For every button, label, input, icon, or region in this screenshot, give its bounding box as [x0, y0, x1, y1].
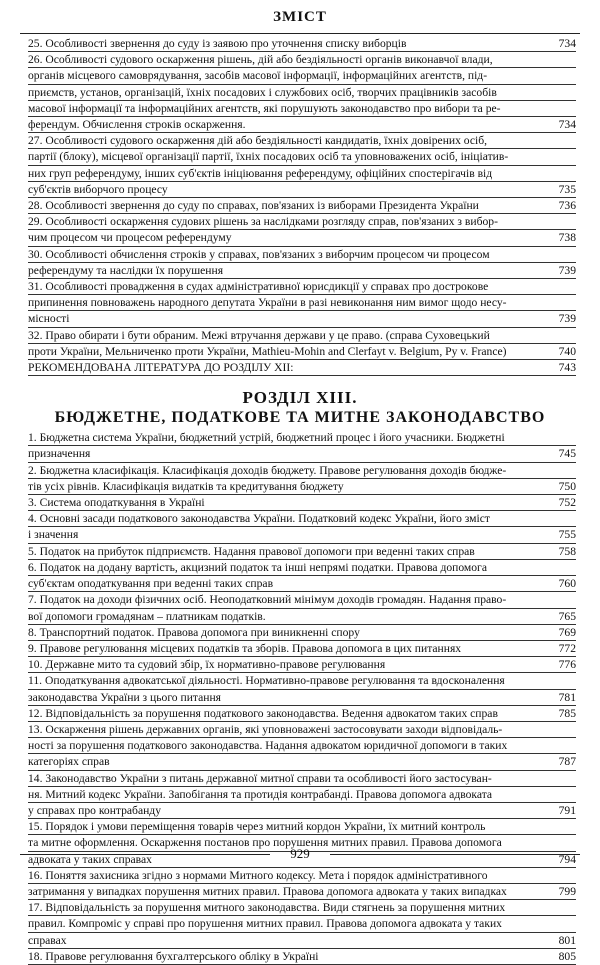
toc-entries-chapter-xii — [16, 36, 584, 376]
toc-entry-text: ферендум. Обчислення строків оскарження. — [28, 118, 246, 132]
toc-entry-text: 32. Право обирати і бути обраним. Межі втручання держави у це право. (справа Суховецький — [28, 328, 576, 344]
toc-entry[interactable] — [28, 430, 576, 462]
toc-entry-line — [28, 576, 576, 592]
toc-entry-text: РЕКОМЕНДОВАНА ЛІТЕРАТУРА ДО РОЗДІЛУ XII: — [28, 361, 294, 375]
toc-entry[interactable] — [28, 657, 576, 673]
toc-entry[interactable] — [28, 592, 576, 624]
toc-entry[interactable] — [28, 36, 576, 52]
toc-entry-text: 10. Державне мито та судовий збір, їх нормативно-правове регулювання — [28, 658, 386, 672]
toc-entry-text: категоріях справ — [28, 755, 110, 769]
toc-entry-text: правил. Компроміс у справі про порушення митних правил. Правова допомога адвоката у таких — [28, 916, 576, 932]
toc-entry-page: 750 — [558, 479, 576, 493]
toc-entry-line — [28, 690, 576, 706]
toc-entry-text: них груп референдуму, інших суб'єктів ініціювання референдуму, офіційних спостерігачів від — [28, 166, 576, 182]
toc-entry-line — [28, 706, 576, 722]
toc-entry[interactable] — [28, 360, 576, 376]
page-number: 929 — [290, 846, 310, 861]
toc-entry[interactable] — [28, 247, 576, 279]
toc-entry-text: органів місцевого самоврядування, засобів масової інформації, інформаційних агентств, під- — [28, 68, 576, 84]
toc-entry-line — [28, 641, 576, 657]
toc-entry-text: затримання у випадках порушення митних правил. Правова допомога адвоката у таких випадках — [28, 884, 507, 898]
toc-entry[interactable] — [28, 560, 576, 592]
section-heading — [16, 388, 584, 428]
toc-entry-text: 29. Особливості оскарження судових рішень за наслідками розгляду справ, пов'язаних з вибор- — [28, 214, 576, 230]
toc-entry-line — [28, 657, 576, 673]
section-title: БЮДЖЕТНЕ, ПОДАТКОВЕ ТА МИТНЕ ЗАКОНОДАВСТВО — [54, 409, 546, 427]
toc-entry-text: 4. Основні засади податкового законодавства України. Податковий кодекс України, його зміст — [28, 511, 576, 527]
toc-entry[interactable] — [28, 673, 576, 705]
toc-entry-page: 736 — [558, 199, 576, 213]
toc-entry-page: 794 — [558, 852, 576, 866]
toc-entry-text: у справах про контрабанду — [28, 803, 161, 817]
toc-entry-text: законодавства України з цього питання — [28, 690, 221, 704]
toc-entry[interactable] — [28, 722, 576, 771]
header-rule — [20, 33, 580, 34]
toc-entry-line — [28, 36, 576, 52]
toc-entry-text: місності — [28, 312, 70, 326]
toc-entry-page: 738 — [558, 231, 576, 245]
toc-entry-line — [28, 311, 576, 327]
toc-entry[interactable] — [28, 706, 576, 722]
toc-entry[interactable] — [28, 511, 576, 543]
toc-entry-text: 27. Особливості судового оскарження дій або бездіяльності кандидатів, їхніх довірених осіб, — [28, 133, 576, 149]
toc-entries-chapter-xiii — [16, 430, 584, 965]
toc-entry-text: і значення — [28, 528, 79, 542]
toc-entry-text: приємств, установ, організацій, їхніх посадових і службових осіб, творчих працівників засобів — [28, 85, 576, 101]
toc-entry[interactable] — [28, 198, 576, 214]
toc-entry-line — [28, 230, 576, 246]
toc-entry-page: 781 — [558, 690, 576, 704]
toc-entry-line — [28, 754, 576, 770]
toc-entry[interactable] — [28, 214, 576, 246]
toc-entry[interactable] — [28, 868, 576, 900]
toc-entry-text: 26. Особливості судового оскарження рішень, дій або бездіяльності органів виконавчої влади, — [28, 52, 576, 68]
toc-entry-text: 11. Оподаткування адвокатської діяльності. Нормативно-правове регулювання та вдосконалення — [28, 673, 576, 689]
toc-entry-line — [28, 344, 576, 360]
toc-entry-text: припинення повноважень народного депутата України в разі невиконання ним вимог щодо несу- — [28, 295, 576, 311]
toc-entry-page: 735 — [558, 182, 576, 196]
toc-entry-page: 734 — [558, 37, 576, 50]
toc-entry[interactable] — [28, 949, 576, 965]
toc-entry[interactable] — [28, 328, 576, 360]
toc-entry-page: 776 — [558, 658, 576, 672]
toc-entry-line — [28, 446, 576, 462]
page-header: ЗМІСТ — [273, 9, 327, 25]
toc-entry[interactable] — [28, 771, 576, 820]
toc-entry-line — [28, 495, 576, 511]
toc-entry-page: 745 — [558, 447, 576, 461]
toc-entry-text: референдуму та наслідки їх порушення — [28, 263, 224, 277]
toc-entry-page: 740 — [558, 344, 576, 358]
toc-entry-text: суб'єктів виборчого процесу — [28, 182, 168, 196]
toc-entry-text: проти України, Мельниченко проти України, Mathieu-Mohin and Clerfayt v. Belgium, Py v. France) — [28, 344, 507, 358]
toc-entry-page: 743 — [558, 361, 576, 375]
toc-entry-page: 785 — [558, 706, 576, 720]
toc-entry-page: 739 — [558, 312, 576, 326]
section-label: РОЗДІЛ XIII. — [242, 388, 358, 408]
toc-entry-text: 15. Порядок і умови переміщення товарів через митний кордон України, їх митний контроль — [28, 819, 576, 835]
toc-entry-line — [28, 117, 576, 133]
toc-entry-text: 28. Особливості звернення до суду по справах, пов'язаних із виборами Президента України — [28, 199, 479, 213]
page-footer — [16, 846, 584, 862]
toc-entry-text: 5. Податок на прибуток підприємств. Надання правової допомоги при веденні таких справ — [28, 544, 475, 558]
toc-entry-text: 6. Податок на додану вартість, акцизний податок та інші непрямі податки. Правова допомога — [28, 560, 576, 576]
toc-entry-text: чим процесом чи процесом референдуму — [28, 231, 232, 245]
toc-entry-page: 755 — [558, 528, 576, 542]
toc-entry-line — [28, 884, 576, 900]
toc-entry-text: ня. Митний кодекс України. Запобігання та протидія контрабанді. Правова допомога адвоката — [28, 787, 576, 803]
toc-entry-line — [28, 949, 576, 965]
toc-entry-text: суб'єктам оподаткування при веденні таких справ — [28, 577, 274, 591]
toc-entry-line — [28, 933, 576, 949]
toc-entry-text: масової інформації та інформаційних агентств, які порушують законодавство про вибори та ре- — [28, 101, 576, 117]
toc-entry-text: вої допомоги громадянам – платникам податків. — [28, 609, 266, 623]
toc-entry-page: 769 — [558, 625, 576, 639]
toc-entry-text: ності за порушення податкового законодавства. Надання адвокатом юридичної допомоги в таких — [28, 738, 576, 754]
toc-entry[interactable] — [28, 463, 576, 495]
toc-entry-line — [28, 544, 576, 560]
toc-entry[interactable] — [28, 133, 576, 198]
toc-entry-text: 9. Правове регулювання місцевих податків та зборів. Правова допомога в цих питаннях — [28, 641, 462, 655]
toc-entry-text: та митне оформлення. Оскарження постанов про порушення митних правил. Правова допомога — [28, 835, 576, 851]
toc-entry-text: 31. Особливості провадження в судах адміністративної юрисдикції у справах про дострокове — [28, 279, 576, 295]
toc-entry-line — [28, 803, 576, 819]
toc-entry-text: 17. Відповідальність за порушення митного законодавства. Види стягнень за порушення митних — [28, 900, 576, 916]
toc-entry-line — [28, 609, 576, 625]
toc-entry[interactable] — [28, 279, 576, 328]
footer-rule-right — [330, 854, 580, 855]
toc-entry[interactable] — [28, 641, 576, 657]
toc-entry-page: 801 — [558, 933, 576, 947]
toc-entry-page: 752 — [558, 496, 576, 510]
toc-entry-text: 14. Законодавство України з питань державної митної справи та особливості його застосуван- — [28, 771, 576, 787]
toc-entry[interactable] — [28, 495, 576, 511]
toc-entry[interactable] — [28, 625, 576, 641]
toc-entry-line — [28, 527, 576, 543]
toc-entry-text: 18. Правове регулювання бухгалтерського обліку в Україні — [28, 949, 319, 963]
toc-entry[interactable] — [28, 52, 576, 133]
toc-entry-text: 16. Поняття захисника згідно з нормами Митного кодексу. Мета і порядок адміністративного — [28, 868, 576, 884]
toc-entry-text: 25. Особливості звернення до суду із заявою про уточнення списку виборців — [28, 37, 407, 50]
toc-entry-text: 2. Бюджетна класифікація. Класифікація доходів бюджету. Правове регулювання доходів бюдже- — [28, 463, 576, 479]
toc-entry-text: призначення — [28, 447, 91, 461]
toc-entry-text: адвоката у таких справах — [28, 852, 152, 866]
toc-entry-line — [28, 182, 576, 198]
toc-entry-text: справах — [28, 933, 67, 947]
toc-entry-line — [28, 198, 576, 214]
toc-entry-text: 12. Відповідальність за порушення податкового законодавства. Ведення адвокатом таких справ — [28, 706, 498, 720]
toc-page — [16, 0, 584, 963]
toc-entry-text: 13. Оскарження рішень державних органів, які уповноважені застосовувати заходи відповідаль- — [28, 722, 576, 738]
toc-entry-text: 30. Особливості обчислення строків у справах, пов'язаних з виборчим процесом чи процесом — [28, 247, 576, 263]
toc-entry-page: 739 — [558, 263, 576, 277]
toc-entry-page: 799 — [558, 884, 576, 898]
toc-entry[interactable] — [28, 900, 576, 949]
toc-entry-page: 791 — [558, 803, 576, 817]
toc-entry-page: 734 — [558, 118, 576, 132]
toc-entry-page: 760 — [558, 577, 576, 591]
toc-entry-line — [28, 360, 576, 376]
toc-entry-page: 765 — [558, 609, 576, 623]
toc-entry-text: 8. Транспортний податок. Правова допомога при виникненні спору — [28, 625, 360, 639]
toc-entry-line — [28, 625, 576, 641]
toc-entry-text: 7. Податок на доходи фізичних осіб. Неоподатковний мінімум доходів громадян. Надання право- — [28, 592, 576, 608]
toc-entry-text: партії (блоку), місцевої організації партії, їхніх посадових осіб та уповноважених осіб, ініціатив- — [28, 149, 576, 165]
toc-entry[interactable] — [28, 544, 576, 560]
toc-entry-text: 1. Бюджетна система України, бюджетний устрій, бюджетний процес і його учасники. Бюджетні — [28, 430, 576, 446]
toc-entry-line — [28, 479, 576, 495]
toc-entry-page: 787 — [558, 755, 576, 769]
toc-entry-page: 772 — [558, 641, 576, 655]
toc-entry-line — [28, 263, 576, 279]
toc-entry-page: 758 — [558, 544, 576, 558]
toc-entry-page: 805 — [558, 949, 576, 963]
toc-entry-text: тів усіх рівнів. Класифікація видатків та кредитування бюджету — [28, 479, 344, 493]
toc-entry-text: 3. Система оподаткування в Україні — [28, 496, 205, 510]
footer-rule-left — [20, 854, 270, 855]
